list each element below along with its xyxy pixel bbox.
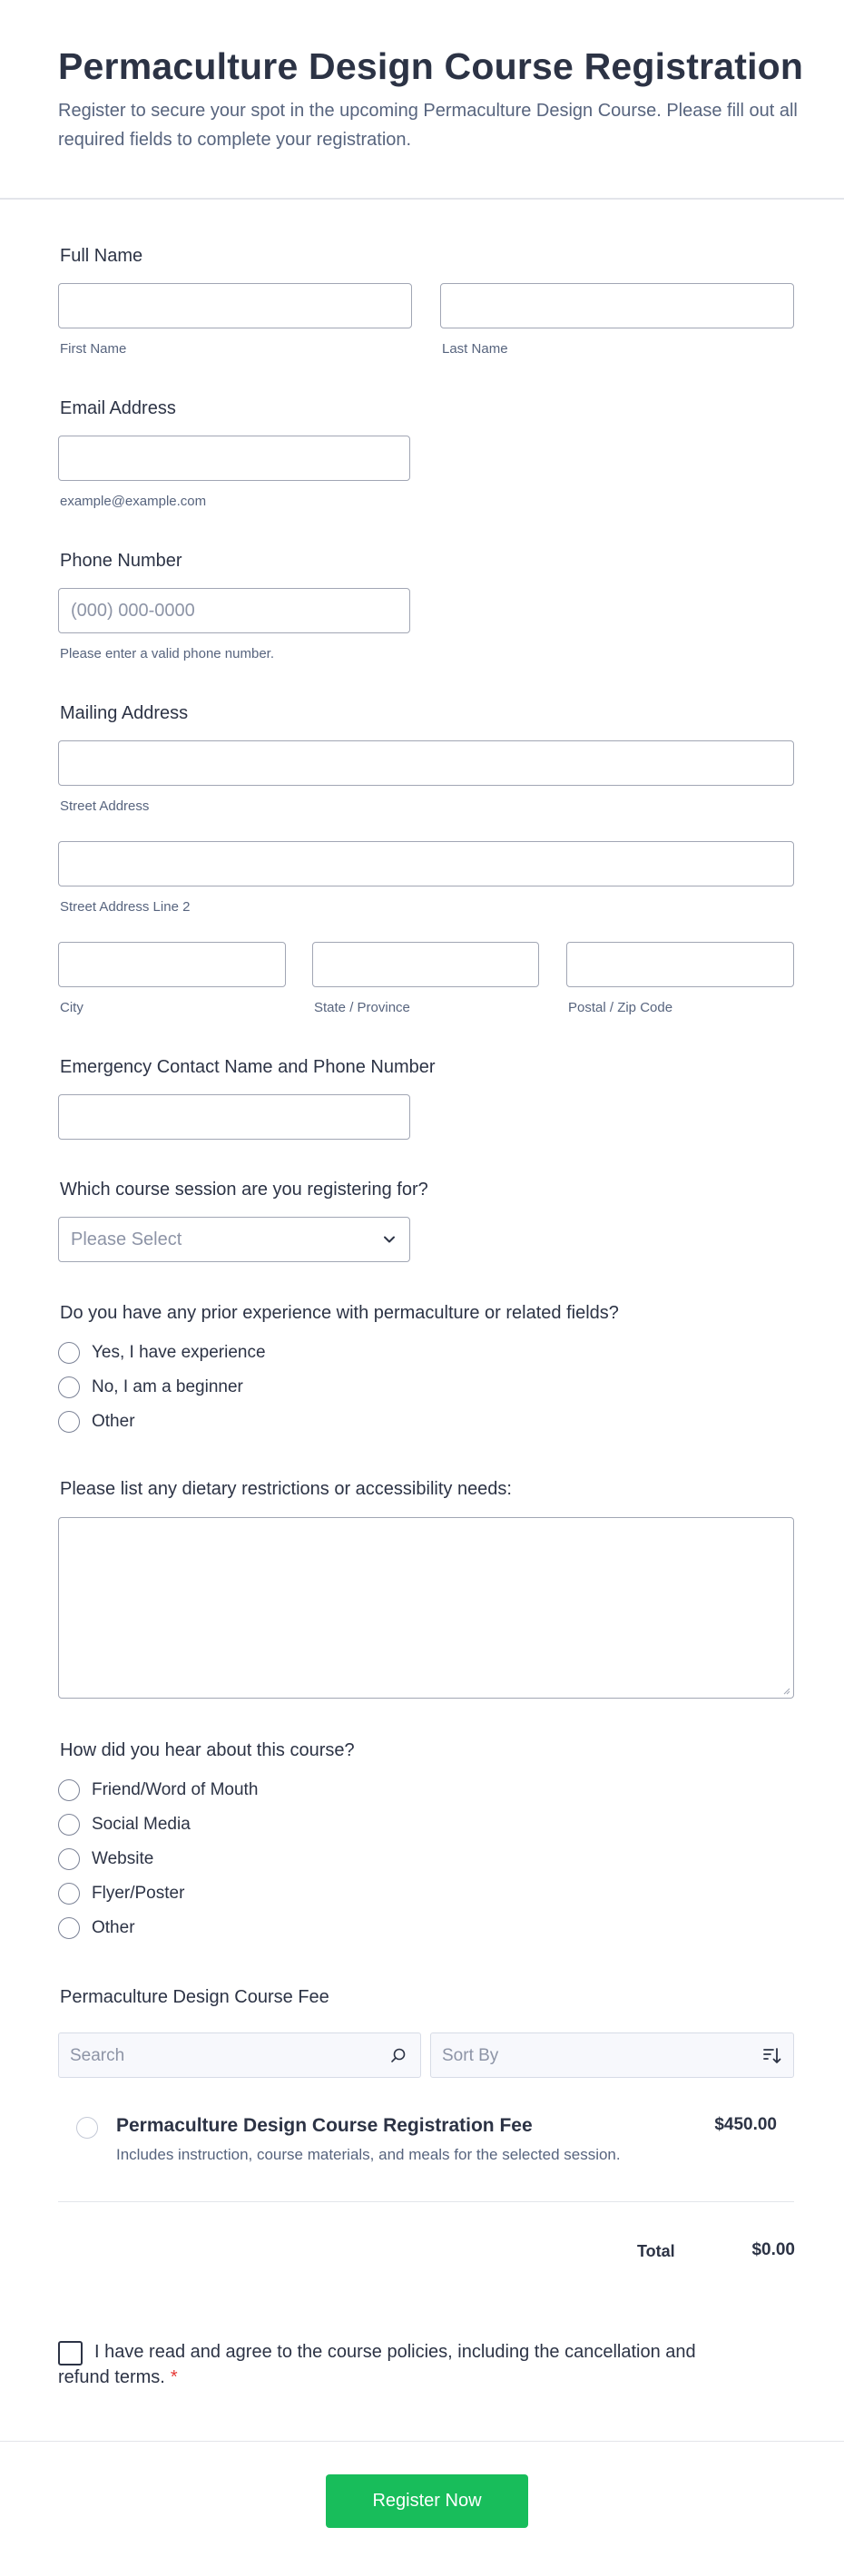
- radio-label: Friend/Word of Mouth: [92, 1780, 259, 1799]
- first-name-input[interactable]: [58, 283, 412, 328]
- referral-option[interactable]: [58, 1915, 135, 1941]
- address-label: Mailing Address: [60, 703, 189, 723]
- phone-placeholder: (000) 000-0000: [71, 601, 195, 621]
- emergency-contact-input[interactable]: [58, 1094, 410, 1140]
- product-description: Includes instruction, course materials, and meals for the selected session.: [116, 2146, 621, 2163]
- experience-option[interactable]: [58, 1409, 135, 1435]
- radio-label: Other: [92, 1412, 135, 1431]
- chevron-down-icon: [380, 1230, 398, 1249]
- search-icon: [389, 2047, 407, 2065]
- radio-label: Flyer/Poster: [92, 1884, 185, 1903]
- total-value: $0.00: [751, 2240, 795, 2259]
- session-label: Which course session are you registering for?: [60, 1180, 428, 1200]
- radio-label: Social Media: [92, 1815, 191, 1834]
- agreement-label: [58, 2339, 712, 2390]
- sort-by-select[interactable]: [430, 2032, 794, 2078]
- sort-icon: [762, 2046, 782, 2066]
- referral-option[interactable]: [58, 1778, 258, 1803]
- search-placeholder: Search: [70, 2046, 125, 2065]
- state-sublabel: State / Province: [314, 1000, 410, 1015]
- session-selected-value: Please Select: [71, 1229, 182, 1249]
- register-now-button[interactable]: Register Now: [326, 2474, 528, 2528]
- email-sublabel: example@example.com: [60, 494, 207, 509]
- radio-label: Yes, I have experience: [92, 1343, 266, 1362]
- page-subtitle: Register to secure your spot in the upcoming Permaculture Design Course. Please fill out all required fields to complete your registration.: [58, 101, 798, 150]
- experience-label: Do you have any prior experience with permaculture or related fields?: [60, 1303, 619, 1323]
- phone-input[interactable]: [58, 588, 410, 633]
- experience-option[interactable]: [58, 1375, 243, 1400]
- email-input[interactable]: [58, 436, 410, 481]
- full-name-label: Full Name: [60, 246, 143, 266]
- radio-button[interactable]: [58, 1848, 80, 1870]
- state-input[interactable]: [312, 942, 539, 987]
- referral-option[interactable]: [58, 1881, 184, 1906]
- phone-label: Phone Number: [60, 551, 182, 571]
- city-sublabel: City: [60, 1000, 83, 1015]
- emergency-contact-label: Emergency Contact Name and Phone Number: [60, 1057, 436, 1077]
- agreement-text: I have read and agree to the course policies, including the cancellation and refund terms.: [58, 2342, 696, 2387]
- last-name-input[interactable]: [440, 283, 794, 328]
- city-input[interactable]: [58, 942, 286, 987]
- form-header: [0, 0, 844, 200]
- product-price: $450.00: [714, 2115, 777, 2134]
- product-name: Permaculture Design Course Registration Fee: [116, 2115, 533, 2136]
- page-title: Permaculture Design Course Registration: [58, 45, 804, 87]
- street-address-sublabel: Street Address: [60, 798, 150, 814]
- street-address-2-sublabel: Street Address Line 2: [60, 899, 191, 915]
- street-address-input[interactable]: [58, 740, 794, 786]
- zip-input[interactable]: [566, 942, 794, 987]
- radio-button[interactable]: [58, 1814, 80, 1836]
- divider: [58, 2201, 794, 2202]
- referral-option[interactable]: [58, 1846, 153, 1872]
- product-search-input[interactable]: [58, 2032, 421, 2078]
- radio-button[interactable]: [58, 1411, 80, 1433]
- sort-label: Sort By: [442, 2046, 499, 2065]
- experience-option[interactable]: [58, 1340, 266, 1366]
- street-address-2-input[interactable]: [58, 841, 794, 886]
- fee-label: Permaculture Design Course Fee: [60, 1987, 329, 2007]
- radio-button[interactable]: [58, 1917, 80, 1939]
- referral-label: How did you hear about this course?: [60, 1740, 355, 1760]
- referral-option[interactable]: [58, 1812, 191, 1837]
- radio-label: No, I am a beginner: [92, 1377, 243, 1396]
- dietary-label: Please list any dietary restrictions or accessibility needs:: [60, 1479, 512, 1499]
- resize-handle-icon[interactable]: [781, 1686, 790, 1695]
- radio-label: Website: [92, 1849, 154, 1868]
- radio-button[interactable]: [58, 1342, 80, 1364]
- session-select[interactable]: [58, 1217, 410, 1262]
- radio-button[interactable]: [58, 1883, 80, 1905]
- dietary-textarea[interactable]: [58, 1517, 794, 1699]
- email-label: Email Address: [60, 398, 176, 418]
- zip-sublabel: Postal / Zip Code: [568, 1000, 673, 1015]
- first-name-sublabel: First Name: [60, 341, 127, 357]
- radio-button[interactable]: [58, 1779, 80, 1801]
- product-select-radio[interactable]: [76, 2117, 98, 2139]
- radio-label: Other: [92, 1918, 135, 1937]
- radio-button[interactable]: [58, 1376, 80, 1398]
- phone-sublabel: Please enter a valid phone number.: [60, 646, 274, 661]
- required-asterisk: *: [170, 2367, 178, 2387]
- total-label: Total: [637, 2242, 675, 2260]
- last-name-sublabel: Last Name: [442, 341, 508, 357]
